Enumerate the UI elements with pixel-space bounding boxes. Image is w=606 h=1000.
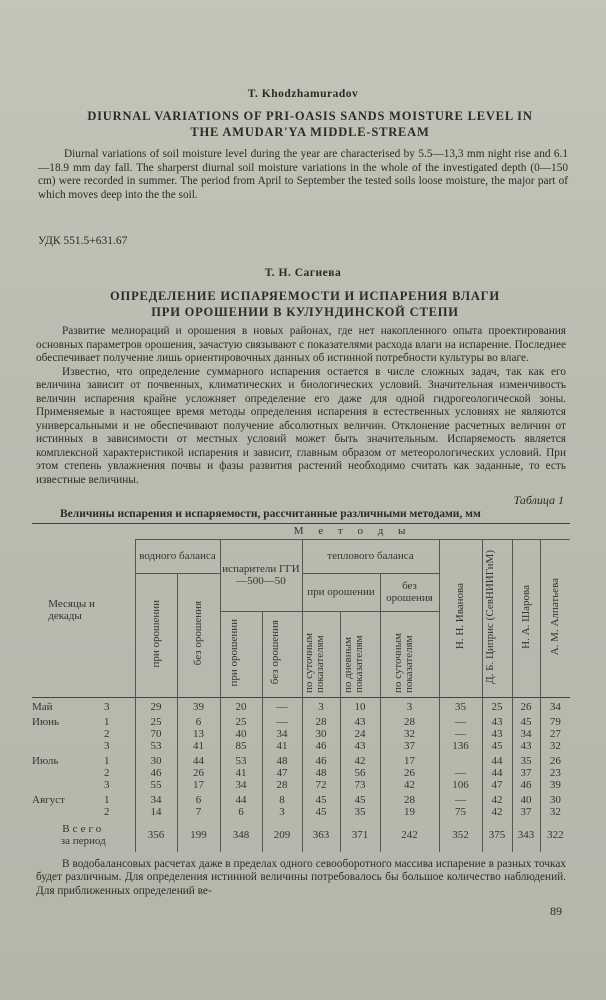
table-cell: 44	[482, 752, 512, 767]
totals-label-line1: Всего	[62, 822, 105, 835]
total-cell: 322	[540, 818, 570, 852]
decade-label: 2	[104, 727, 110, 740]
header-col-4: без орошения	[262, 611, 302, 697]
table-cell: 28	[262, 779, 302, 791]
table-cell: 34	[262, 728, 302, 740]
paragraph-1: Развитие мелиораций и орошения в новых районах, где нет накопленного опыта проектирования основных параметров орошения, зачастую связывают с показателями расхода влаги на испарение. Последнее обеспечивает получение лишь ориентировочных данных об истинной потребности культуры во влаге.	[36, 325, 566, 364]
totals-label-line2: за период	[60, 834, 106, 847]
table-cell: 39	[177, 697, 220, 713]
table-cell: —	[439, 728, 482, 740]
table-cell: 47	[262, 767, 302, 779]
table-cell: 46	[302, 740, 340, 752]
header-evaporators: испарители ГГИ—500—50	[220, 539, 302, 611]
row-label	[32, 697, 135, 713]
header-water-balance: водного баланса	[135, 539, 220, 573]
table-cell: —	[439, 791, 482, 806]
table-cell: —	[439, 767, 482, 779]
header-col-9: Д. Б. Циприс (СевНИИГиМ)	[482, 539, 512, 697]
table-cell: 39	[540, 779, 570, 791]
table-cell: 17	[380, 752, 439, 767]
header-col-2: без орошения	[177, 573, 220, 697]
table-row	[32, 740, 570, 752]
table-cell: —	[262, 697, 302, 713]
table-cell	[439, 752, 482, 767]
table-cell: 53	[135, 740, 177, 752]
table-row	[32, 779, 570, 791]
table-row	[32, 752, 570, 767]
totals-row	[32, 818, 570, 852]
english-author: T. Khodzhamuradov	[247, 88, 359, 100]
table-cell: 46	[512, 779, 540, 791]
month-label: Июль	[32, 754, 59, 767]
table-cell: 37	[380, 740, 439, 752]
table-cell: 3	[380, 697, 439, 713]
total-cell: 356	[135, 818, 177, 852]
table-cell: 45	[482, 740, 512, 752]
header-col-3: при орошении	[220, 611, 262, 697]
table-cell: 48	[262, 752, 302, 767]
table-cell: 28	[380, 713, 439, 728]
table-cell: 7	[177, 806, 220, 818]
table-cell: 37	[512, 806, 540, 818]
russian-author: Т. Н. Сагиева	[264, 267, 342, 279]
table-cell: 26	[540, 752, 570, 767]
total-cell: 348	[220, 818, 262, 852]
english-abstract: Diurnal variations of soil moisture level during the year are characterised by 5.5—13,3 mm night rise and 6.1—18.9 mm day fall. The sharperst diurnal soil moisture variations in the whole of the investigated depth (0—150 cm) were recorded in summer. The period from April to September the tested soils loose moisture, the major part of which moves deep into the the soil.	[38, 148, 568, 201]
table-cell: 43	[482, 713, 512, 728]
decade-label: 2	[104, 805, 110, 818]
table-cell: 45	[340, 791, 380, 806]
table-cell: —	[439, 713, 482, 728]
english-title-line1: DIURNAL VARIATIONS OF PRI-OASIS SANDS MOISTURE LEVEL IN	[87, 109, 533, 123]
table-cell: 45	[302, 806, 340, 818]
header-col-1: при орошении	[135, 573, 177, 697]
table-row	[32, 767, 570, 779]
table-cell: 44	[482, 767, 512, 779]
month-label: Май	[32, 700, 53, 713]
decade-label: 1	[104, 793, 110, 806]
table-cell: 40	[220, 728, 262, 740]
table-cell: 19	[380, 806, 439, 818]
paragraph-3: В водобалансовых расчетах даже в пределах одного севооборотного массива испарение в разных точках будет различным. Для определения истинной величины потребовалось бы большое количество наблюдений. Для приближенных определений ве-	[36, 857, 566, 897]
english-title	[60, 108, 560, 140]
table-cell: 34	[540, 697, 570, 713]
decade-label: 3	[104, 739, 110, 752]
table-cell: 45	[302, 791, 340, 806]
table-cell: 73	[340, 779, 380, 791]
row-label	[32, 767, 135, 779]
header-methods: М е т о д ы	[135, 524, 570, 539]
russian-title-line2: ПРИ ОРОШЕНИИ В КУЛУНДИНСКОЙ СТЕПИ	[151, 305, 459, 319]
total-cell: 242	[380, 818, 439, 852]
table-cell: 48	[302, 767, 340, 779]
main-flow	[32, 325, 570, 919]
table-cell: 27	[540, 728, 570, 740]
table-cell: 20	[220, 697, 262, 713]
table-cell: 23	[540, 767, 570, 779]
table-cell: 30	[135, 752, 177, 767]
udk-code: УДК 551.5+631.67	[38, 235, 128, 247]
table-cell: 35	[512, 752, 540, 767]
row-label	[32, 806, 135, 818]
table-cell: 136	[439, 740, 482, 752]
table-cell: 3	[302, 697, 340, 713]
month-label: Июнь	[32, 715, 60, 728]
row-label	[32, 791, 135, 806]
table-cell: 25	[135, 713, 177, 728]
table-cell: 106	[439, 779, 482, 791]
table-cell: 30	[540, 791, 570, 806]
table-cell: 53	[220, 752, 262, 767]
table-cell: 24	[340, 728, 380, 740]
table-row	[32, 697, 570, 713]
table-cell: 43	[512, 740, 540, 752]
row-label	[32, 728, 135, 740]
table-cell: 41	[220, 767, 262, 779]
header-row-label: Месяцы и декады	[48, 598, 95, 623]
totals-label	[32, 818, 135, 852]
table-cell: 79	[540, 713, 570, 728]
table-cell: 34	[512, 728, 540, 740]
table-cell: 44	[177, 752, 220, 767]
table-cell: 34	[220, 779, 262, 791]
table-cell: 6	[177, 791, 220, 806]
table-cell: 35	[439, 697, 482, 713]
table-cell: 85	[220, 740, 262, 752]
table-cell: 28	[302, 713, 340, 728]
decade-label: 1	[104, 715, 110, 728]
table-cell: 43	[340, 740, 380, 752]
table-cell: 26	[380, 767, 439, 779]
row-label	[32, 752, 135, 767]
row-label	[32, 779, 135, 791]
russian-title-line1: ОПРЕДЕЛЕНИЕ ИСПАРЯЕМОСТИ И ИСПАРЕНИЯ ВЛАГИ	[110, 289, 500, 303]
header-col-8: Н. Н. Иванова	[439, 539, 482, 697]
table-cell: 43	[340, 713, 380, 728]
header-col-11: А. М. Алпатьева	[540, 539, 570, 697]
header-col-6: по дневным показателям	[340, 611, 380, 697]
table-cell: 42	[380, 779, 439, 791]
total-cell: 343	[512, 818, 540, 852]
table-cell: 44	[220, 791, 262, 806]
total-cell: 352	[439, 818, 482, 852]
total-cell: 375	[482, 818, 512, 852]
row-label	[32, 713, 135, 728]
table-row	[32, 791, 570, 806]
header-without-irrigation: без орошения	[380, 573, 439, 611]
table-cell: 42	[482, 806, 512, 818]
decade-label: 2	[104, 766, 110, 779]
table-cell: 8	[262, 791, 302, 806]
table-cell: 41	[262, 740, 302, 752]
table-cell: 70	[135, 728, 177, 740]
table-cell: 14	[135, 806, 177, 818]
total-cell: 363	[302, 818, 340, 852]
table-cell: 28	[380, 791, 439, 806]
russian-title	[60, 288, 550, 320]
total-cell: 209	[262, 818, 302, 852]
table-cell: 41	[177, 740, 220, 752]
table-cell: 34	[135, 791, 177, 806]
table-cell: 56	[340, 767, 380, 779]
table-cell: 46	[302, 752, 340, 767]
table-cell: 17	[177, 779, 220, 791]
table-cell: 13	[177, 728, 220, 740]
table-cell: 32	[380, 728, 439, 740]
table-cell: 37	[512, 767, 540, 779]
table-cell: 26	[177, 767, 220, 779]
header-col-10: Н. А. Шарова	[512, 539, 540, 697]
table-cell: 42	[482, 791, 512, 806]
header-col-5: по суточным показателям	[302, 611, 340, 697]
table-cell: 72	[302, 779, 340, 791]
decade-label: 3	[104, 700, 110, 713]
table-cell: 75	[439, 806, 482, 818]
header-col-7: по суточным показателям	[380, 611, 439, 697]
russian-body	[36, 325, 566, 487]
table-label: Таблица 1	[513, 493, 564, 507]
table-cell: 32	[540, 806, 570, 818]
evaporation-table	[32, 524, 570, 852]
table-row	[32, 806, 570, 818]
row-label	[32, 740, 135, 752]
table-cell: 43	[482, 728, 512, 740]
header-with-irrigation: при орошении	[302, 573, 380, 611]
table-cell: 30	[302, 728, 340, 740]
table-cell: 26	[512, 697, 540, 713]
table-row	[32, 728, 570, 740]
table-cell: 45	[512, 713, 540, 728]
table-cell: 47	[482, 779, 512, 791]
table-cell: 42	[340, 752, 380, 767]
header-heat-balance: теплового баланса	[302, 539, 439, 573]
table-cell: 32	[540, 740, 570, 752]
page-number: 89	[550, 904, 562, 918]
english-title-line2: THE AMUDAR'YA MIDDLE-STREAM	[190, 125, 430, 139]
table-cell: 25	[220, 713, 262, 728]
table-cell: —	[262, 713, 302, 728]
table-cell: 46	[135, 767, 177, 779]
total-cell: 371	[340, 818, 380, 852]
table-cell: 55	[135, 779, 177, 791]
table-cell: 6	[177, 713, 220, 728]
table-cell: 10	[340, 697, 380, 713]
table-row	[32, 713, 570, 728]
month-label: Август	[32, 793, 65, 806]
table-cell: 29	[135, 697, 177, 713]
table-cell: 35	[340, 806, 380, 818]
decade-label: 1	[104, 754, 110, 767]
table-caption: Величины испарения и испаряемости, рассчитанные различными методами, мм	[60, 508, 481, 520]
table-cell: 3	[262, 806, 302, 818]
table-cell: 40	[512, 791, 540, 806]
table-cell: 25	[482, 697, 512, 713]
paragraph-2: Известно, что определение суммарного испарения остается в числе сложных задач, так как его величина зависит от почвенных, климатических и биологических условий. Значительная изменчивость величин испарения крайне усложняет определение его даже для одной гидрогеологической зоны. Применяемые в настоящее время методы определения испарения в естественных условиях не являются универсальными и не обеспечивают получение абсолютных величин. Отклонение расчетных величин от истинных в зависимости от местных условий может быть значительным. Испаряемость является комплексной характеристикой испарения и зависит, главным образом от метеорологических условий. При этом степень увлажнения почвы и фазы развития растений необходимо считать как заданные, то есть известные величины.	[36, 365, 566, 486]
decade-label: 3	[104, 778, 110, 791]
total-cell: 199	[177, 818, 220, 852]
table-cell: 6	[220, 806, 262, 818]
